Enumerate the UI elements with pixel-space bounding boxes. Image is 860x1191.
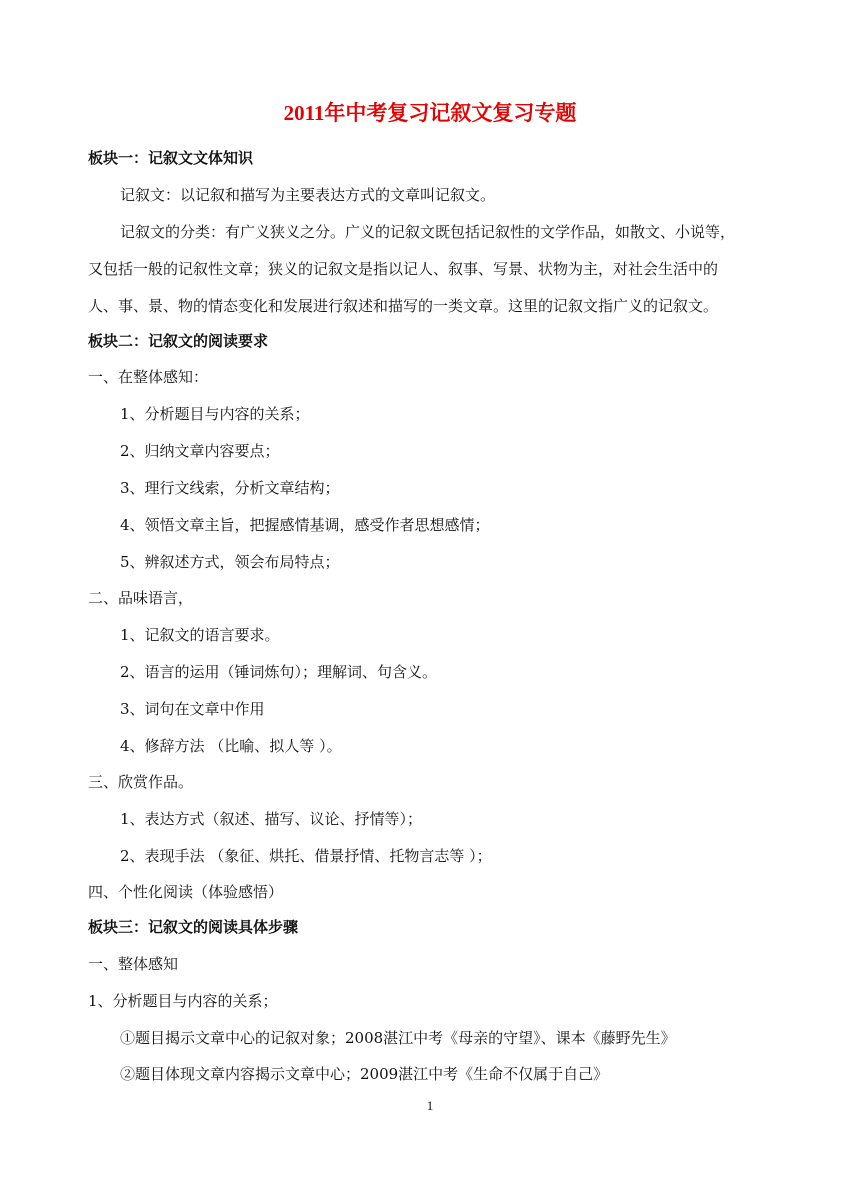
subsection-title: 三、欣赏作品。 [88,773,194,791]
paragraph: 又包括一般的记叙性文章；狭义的记叙文是指以记人、叙事、写景、状物为主，对社会生活中的 [88,260,719,278]
paragraph: 记叙文：以记叙和描写为主要表达方式的文章叫记叙文。 [120,186,496,204]
subsection-title: 一、整体感知 [88,955,179,973]
list-item: 1、表达方式（叙述、描写、议论、抒情等）； [120,810,423,828]
paragraph: 记叙文的分类：有广义狭义之分。广义的记叙文既包括记叙性的文学作品，如散文、小说等， [120,223,736,241]
subsection-title: 1、分析题目与内容的关系； [88,992,278,1010]
list-item: 1、记叙文的语言要求。 [120,626,280,644]
list-item: 2、归纳文章内容要点； [120,442,280,460]
list-item: 1、分析题目与内容的关系； [120,405,310,423]
subsection-title: 二、品味语言， [88,589,194,607]
page-number: 1 [426,1098,434,1113]
subsection-title: 一、在整体感知： [88,368,209,386]
section-heading-1: 板块一：记叙文文体知识 [88,149,254,167]
list-item: 5、辨叙述方式，领会布局特点； [120,553,340,571]
list-item: 2、语言的运用（锤词炼句）；理解词、句含义。 [120,663,438,681]
section-heading-3: 板块三：记叙文的阅读具体步骤 [88,918,299,936]
paragraph: 人、事、景、物的情态变化和发展进行叙述和描写的一类文章。这里的记叙文指广义的记叙文。 [88,297,719,315]
subsection-title: 四、个性化阅读（体验感悟） [88,883,284,901]
section-heading-2: 板块二：记叙文的阅读要求 [88,332,269,350]
list-item: ①题目揭示文章中心的记叙对象；2008湛江中考《母亲的守望》、课本《藤野先生》 [120,1029,676,1047]
page-title: 2011年中考复习记叙文复习专题 [283,101,577,125]
list-item: 4、领悟文章主旨，把握感情基调，感受作者思想感情； [120,516,490,534]
list-item: 4、修辞方法 （比喻、拟人等 ）。 [120,737,342,755]
list-item: 3、理行文线索，分析文章结构； [120,479,340,497]
list-item: 3、词句在文章中作用 [120,700,265,718]
list-item: ②题目体现文章内容揭示文章中心；2009湛江中考《生命不仅属于自己》 [120,1065,609,1083]
list-item: 2、表现手法 （象征、烘托、借景抒情、托物言志等 ）； [120,847,492,865]
